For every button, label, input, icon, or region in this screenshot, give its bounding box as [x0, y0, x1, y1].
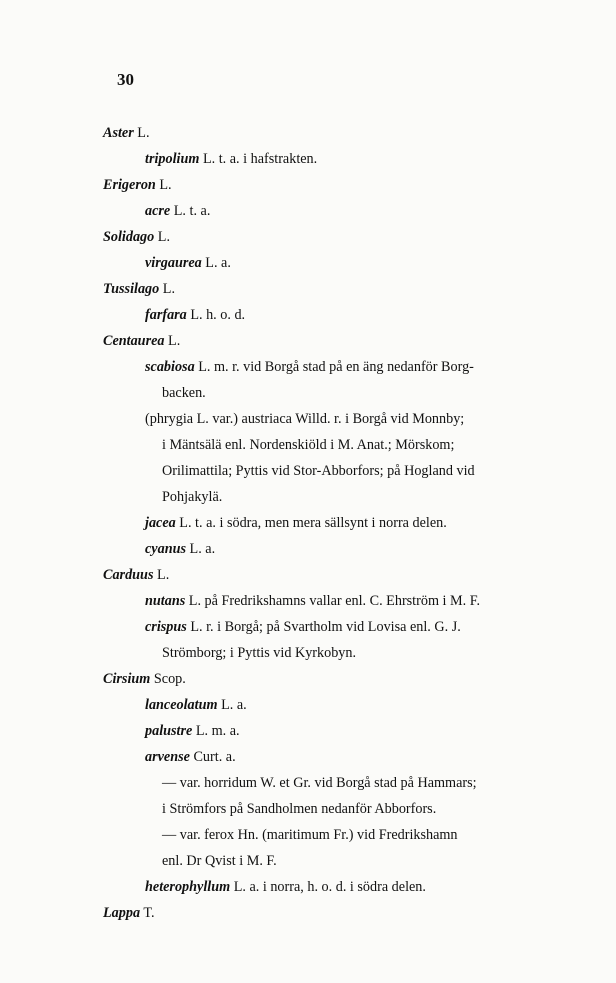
text-line [145, 306, 245, 324]
taxon-name: heterophyllum [145, 879, 231, 895]
text-line [145, 410, 464, 428]
text-line [162, 384, 206, 402]
taxon-name: jacea [145, 515, 176, 531]
text-line [162, 774, 477, 792]
line-text: L. [164, 333, 181, 349]
taxon-name: palustre [145, 723, 193, 739]
page-number: 30 [117, 70, 134, 89]
text-line [145, 592, 480, 610]
text-line [145, 540, 215, 558]
text-line [103, 904, 155, 922]
line-text: i Mäntsälä enl. Nordenskiöld i M. Anat.; Mörskom; [162, 437, 455, 453]
line-text: — var. horridum W. et Gr. vid Borgå stad på Hammars; [162, 775, 477, 791]
taxon-name: Lappa [103, 905, 141, 921]
text-line [145, 150, 317, 168]
text-line [145, 878, 426, 896]
line-text: L. a. [217, 697, 247, 713]
line-text: L. på Fredrikshamns vallar enl. C. Ehrström i M. F. [185, 593, 481, 609]
line-text: L. [133, 125, 150, 141]
taxon-name: scabiosa [145, 359, 195, 375]
text-line [145, 202, 210, 220]
text-line [103, 176, 172, 194]
text-line [162, 800, 436, 818]
text-line [162, 644, 356, 662]
text-line [145, 358, 474, 376]
text-line [162, 826, 458, 844]
line-text: T. [140, 905, 155, 921]
line-text: L. h. o. d. [186, 307, 246, 323]
text-line [145, 722, 240, 740]
line-text: L. a. [186, 541, 216, 557]
line-text: L. t. a. i södra, men mera sällsynt i norra delen. [175, 515, 447, 531]
taxon-name: virgaurea [145, 255, 202, 271]
line-text: backen. [162, 385, 206, 401]
taxon-name: Solidago [103, 229, 155, 245]
taxon-name: nutans [145, 593, 186, 609]
text-line [103, 280, 175, 298]
line-text: L. a. [201, 255, 231, 271]
text-line [162, 852, 277, 870]
line-text: Orilimattila; Pyttis vid Stor-Abborfors; på Hogland vid [162, 463, 475, 479]
line-text: Pohjakylä. [162, 489, 223, 505]
text-line [103, 228, 170, 246]
text-line [145, 696, 247, 714]
text-line [145, 748, 236, 766]
line-text: L. r. i Borgå; på Svartholm vid Lovisa enl. G. J. [186, 619, 461, 635]
taxon-name: cyanus [145, 541, 186, 557]
line-text: L. a. i norra, h. o. d. i södra delen. [230, 879, 426, 895]
taxon-name: Aster [103, 125, 134, 141]
text-line [145, 514, 447, 532]
line-text: (phrygia L. var.) austriaca Willd. r. i Borgå vid Monnby; [145, 411, 465, 427]
taxon-name: Carduus [103, 567, 154, 583]
line-text: L. m. r. vid Borgå stad på en äng nedanför Borg- [194, 359, 474, 375]
taxon-name: Tussilago [103, 281, 160, 297]
taxon-name: crispus [145, 619, 187, 635]
taxon-name: Cirsium [103, 671, 151, 687]
taxon-name: Erigeron [103, 177, 156, 193]
taxon-name: acre [145, 203, 171, 219]
line-text: — var. ferox Hn. (maritimum Fr.) vid Fredrikshamn [162, 827, 458, 843]
line-text: L. [154, 229, 171, 245]
line-text: L. t. a. [170, 203, 211, 219]
text-line [145, 254, 231, 272]
line-text: i Strömfors på Sandholmen nedanför Abborfors. [162, 801, 437, 817]
text-line [162, 436, 454, 454]
text-line [103, 332, 180, 350]
taxon-name: arvense [145, 749, 190, 765]
text-line [162, 488, 222, 506]
line-text: L. m. a. [192, 723, 240, 739]
line-text: L. [153, 567, 170, 583]
text-line [103, 566, 169, 584]
taxon-name: tripolium [145, 151, 200, 167]
taxon-name: Centaurea [103, 333, 165, 349]
line-text: L. [155, 177, 172, 193]
text-line [162, 462, 475, 480]
line-text: L. [159, 281, 176, 297]
line-text: Scop. [150, 671, 186, 687]
line-text: L. t. a. i hafstrakten. [199, 151, 318, 167]
line-text: enl. Dr Qvist i M. F. [162, 853, 277, 869]
taxon-name: lanceolatum [145, 697, 218, 713]
taxon-name: farfara [145, 307, 187, 323]
line-text: Curt. a. [189, 749, 236, 765]
text-line [103, 124, 150, 142]
line-text: Strömborg; i Pyttis vid Kyrkobyn. [162, 645, 357, 661]
text-line [145, 618, 461, 636]
text-line [103, 670, 186, 688]
